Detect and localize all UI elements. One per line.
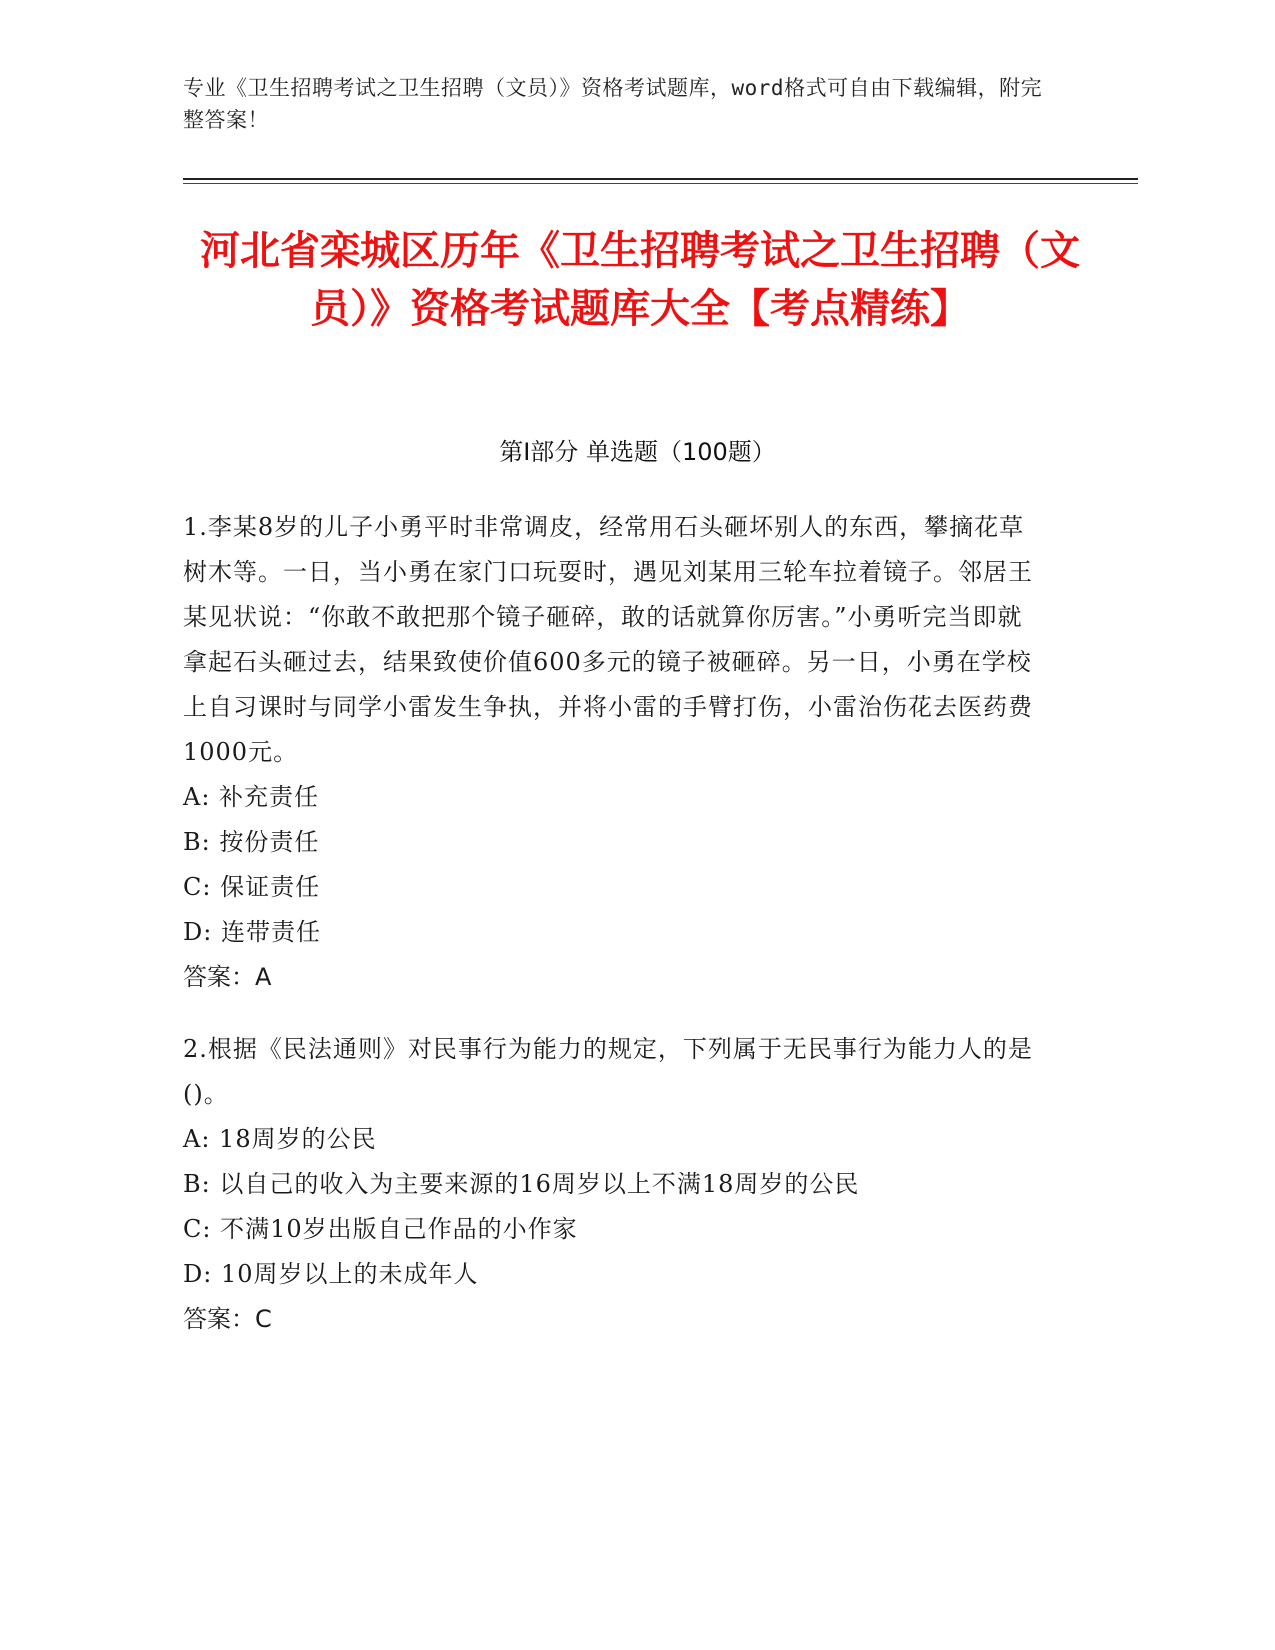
option-d: D: 连带责任	[183, 918, 321, 946]
question-stem: 2.根据《民法通则》对民事行为能力的规定，下列属于无民事行为能力人的是()。	[183, 1035, 1033, 1108]
header-divider-thin	[183, 183, 1138, 184]
option-b: B: 以自己的收入为主要来源的16周岁以上不满18周岁的公民	[183, 1170, 860, 1198]
question-2	[183, 1027, 1043, 1342]
section-heading: 第I部分 单选题（100题）	[499, 438, 776, 466]
question-1	[183, 505, 1043, 1000]
option-a: A: 补充责任	[183, 783, 320, 811]
option-c: C: 保证责任	[183, 873, 321, 901]
header-divider	[183, 178, 1138, 180]
option-a: A: 18周岁的公民	[183, 1125, 377, 1153]
answer: 答案：A	[183, 963, 272, 991]
document-title: 河北省栾城区历年《卫生招聘考试之卫生招聘（文员）》资格考试题库大全【考点精练】	[200, 228, 1080, 332]
question-stem: 1.李某8岁的儿子小勇平时非常调皮，经常用石头砸坏别人的东西，攀摘花草树木等。一日，当小勇在家门口玩耍时，遇见刘某用三轮车拉着镜子。邻居王某见状说：“你敢不敢把那个镜子砸碎，敢的话就算你厉害。”小勇听完当即就拿起石头砸过去，结果致使价值600多元的镜子被砸碎。另一日，小勇在学校上自习课时与同学小雷发生争执，并将小雷的手臂打伤，小雷治伤花去医药费1000元。	[183, 513, 1033, 766]
option-b: B: 按份责任	[183, 828, 320, 856]
option-d: D: 10周岁以上的未成年人	[183, 1260, 479, 1288]
option-c: C: 不满10岁出版自己作品的小作家	[183, 1215, 578, 1243]
header-note: 专业《卫生招聘考试之卫生招聘（文员）》资格考试题库，word格式可自由下载编辑，附完整答案！	[183, 76, 1043, 132]
answer: 答案：C	[183, 1305, 272, 1333]
